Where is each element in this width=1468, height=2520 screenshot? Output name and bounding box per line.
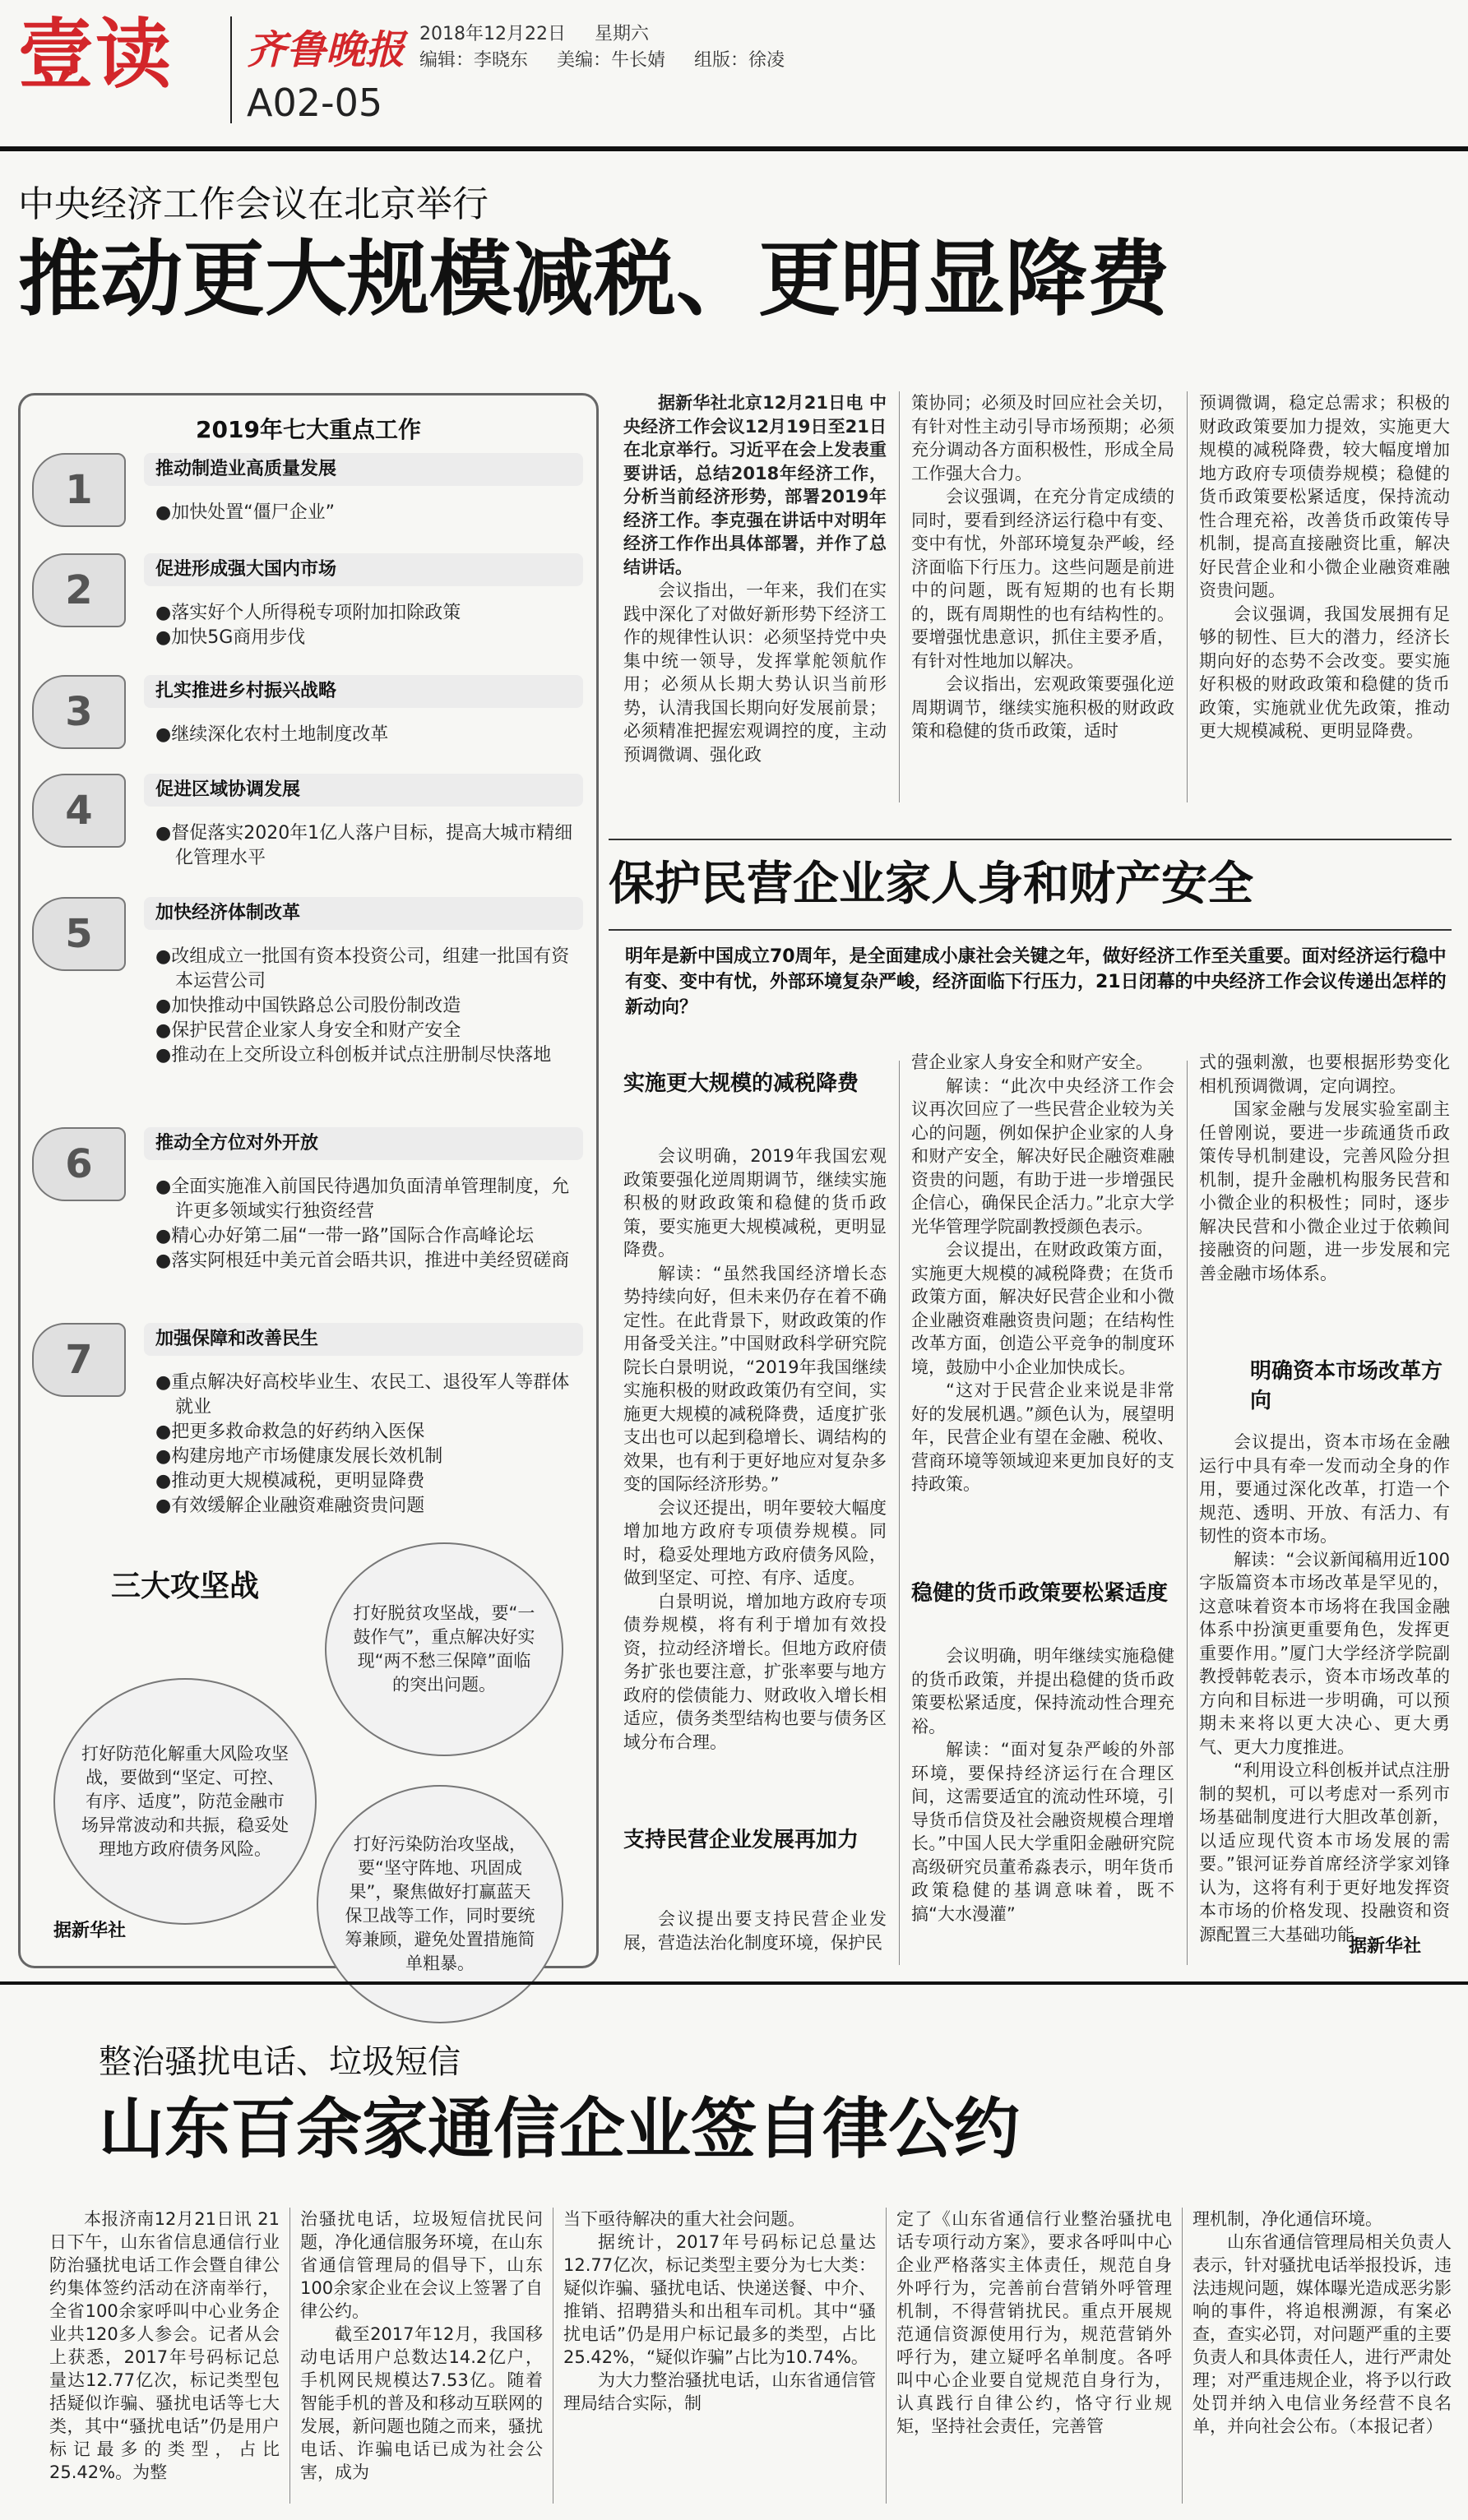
article-paragraph: 治骚扰电话，垃圾短信扰民问题，净化通信服务环境，在山东省通信管理局的倡导下，山东100余家企业在会议上签署了自律公约。: [300, 2209, 543, 2321]
task-number: 3: [32, 675, 126, 749]
story3-col4: [896, 2208, 1172, 2438]
task-bullet: ●加快推动中国铁路总公司股份制改造: [155, 996, 461, 1016]
article-paragraph: 会议提出，资本市场在金融运行中具有牵一发而动全身的作用，要通过深化改革，打造一个规范、透明、开放、有活力、有韧性的资本市场。: [1199, 1432, 1450, 1546]
article-paragraph: 预调微调，稳定总需求；积极的财政政策要加力提效，实施更大规模的减税降费，较大幅度增加地方政府专项债券规模；稳健的货币政策要松紧适度，保持流动性合理充裕，改善货币政策传导机制，提高直接融资比重，解决好民营企业和小微企业融资难融资贵问题。: [1199, 393, 1450, 600]
task-bullet: ●落实阿根廷中美元首会晤共识，推进中美经贸磋商: [155, 1251, 570, 1271]
task-bullet: ●落实好个人所得税专项附加扣除政策: [155, 603, 461, 623]
article-paragraph: 解读：“会议新闻稿用近100字版篇资本市场改革是罕见的，这意味着资本市场将在我国金融体系中扮演更重要角色，发挥更重要作用。”厦门大学经济学院副教授韩乾表示，资本市场改革的方向和目标进一步明确，可以预期未来将以更大决心、更大勇气、更大力度推进。: [1199, 1549, 1450, 1757]
column-divider: [1187, 1061, 1188, 1965]
story1-headline: 推动更大规模减税、更明显降费: [18, 231, 1169, 327]
article-paragraph: 营企业家人身安全和财产安全。: [911, 1052, 1153, 1072]
issue-date: 2018年12月22日: [419, 24, 566, 44]
section2-col1: [623, 1144, 887, 1754]
article-paragraph: 山东省通信管理局相关负责人表示，针对骚扰电话举报投诉，违法违规问题，媒体曝光造成恶劣影响的事件，将追根溯源，有案必查，查实必罚，对问题严重的主要负责人和具体责任人，进行严肃处理；对严重违规企业，将予以行政处罚并纳入电信业务经营不良名单，并向社会公布。（本报记者）: [1192, 2232, 1452, 2436]
column-divider: [1187, 391, 1188, 802]
three-battles-title: 三大攻坚战: [111, 1570, 260, 1603]
article-paragraph: 国家金融与发展实验室副主任曾刚说，要进一步疏通货币政策传导机制建设，完善风险分担机制，提升金融机构服务民营和小微企业的积极性；同时，逐步解决民营和小微企业过于依赖间接融资的问题，进一步发展和完善金融市场体系。: [1199, 1099, 1450, 1283]
task-number: 5: [32, 897, 126, 971]
article-paragraph: 会议强调，在充分肯定成绩的同时，要看到经济运行稳中有变、变中有忧，外部环境复杂严峻，经济面临下行压力。这些问题是前进中的问题，既有短期的也有长期的，既有周期性的也有结构性的。要增强忧患意识，抓住主要矛盾，有针对性地加以解决。: [911, 487, 1174, 671]
task-bullet: ●加快5G商用步伐: [155, 627, 306, 648]
article-paragraph: 会议指出，宏观政策要强化逆周期调节，继续实施积极的财政政策和稳健的货币政策，适时: [911, 674, 1174, 741]
section2-col2b: [911, 1644, 1174, 1926]
masthead: [0, 0, 1468, 144]
subheading-private: 支持民营企业发展再加力: [623, 1828, 859, 1852]
section2-col1b: [623, 1907, 887, 1954]
section2-col2: [911, 1051, 1174, 1496]
article-paragraph: 解读：“此次中央经济工作会议再次回应了一些民营企业较为关心的问题，例如保护企业家的人身和财产安全，解决好民企融资难融资贵的问题，有助于进一步增强民企信心，确保民企活力。”北京大学光华管理学院副教授颜色表示。: [911, 1075, 1174, 1237]
box-credit: 据新华社: [53, 1921, 127, 1941]
task-number: 1: [32, 453, 126, 527]
subheading-tax: 实施更大规模的减税降费: [623, 1071, 859, 1096]
task-bullet: ●督促落实2020年1亿人落户目标，提高大城市精细化管理水平: [155, 823, 573, 868]
story3-col5: [1192, 2208, 1452, 2438]
article-paragraph: 定了《山东省通信行业整治骚扰电话专项行动方案》，要求各呼叫中心企业严格落实主体责任，规范自身外呼行为，完善前台营销外呼管理机制，不得营销扰民。重点开展规范通信资源使用行为，规范营销外呼行为，建立疑呼名单制度。各呼叫中心企业要自觉规范自身行为，认真践行自律公约，恪守行业规矩，坚持社会责任，完善管: [896, 2209, 1172, 2436]
masthead-divider: [230, 16, 232, 123]
article-paragraph: 解读：“面对复杂严峻的外部环境，要保持经济运行在合理区间，这需要适宜的流动性环境，引导货币信贷及社会融资规模合理增长。”中国人民大学重阳金融研究院高级研究员董希淼表示，明年货币政策稳健的基调意味着，既不搞“大水漫灌”: [911, 1740, 1174, 1924]
task-number: 7: [32, 1323, 126, 1397]
task-bullet: ●构建房地产市场健康发展长效机制: [155, 1446, 443, 1467]
task-number: 2: [32, 553, 126, 627]
article-paragraph: 当下亟待解决的重大社会问题。: [563, 2209, 805, 2229]
story3-headline: 山东百余家通信企业签自律公约: [99, 2091, 1020, 2167]
article-paragraph: 解读：“虽然我国经济增长态势持续向好，但未来仍存在着不确定性。在此背景下，财政政策的作用备受关注。”中国财政科学研究院院长白景明说，“2019年我国继续实施积极的财政政策仍有空间，实施更大规模的减税降费，适度扩张支出也可以起到稳增长、调结构的效果，也有利于更好地应对复杂多变的国际经济形势。”: [623, 1263, 887, 1494]
section2-headline: 保护民营企业家人身和财产安全: [609, 858, 1253, 911]
column-divider: [899, 391, 900, 802]
task-heading: 促进区域协调发展: [144, 774, 583, 807]
article-paragraph: 会议强调，我国发展拥有足够的韧性、巨大的潜力，经济长期向好的态势不会改变。要实施好积极的财政政策和稳健的货币政策，实施就业优先政策，推动更大规模减税、更明显降费。: [1199, 603, 1450, 741]
column-divider: [899, 1061, 900, 1965]
task-heading: 推动全方位对外开放: [144, 1127, 583, 1160]
task-heading: 加强保障和改善民生: [144, 1323, 583, 1356]
task-heading: 加快经济体制改革: [144, 897, 583, 930]
article-paragraph: 据统计，2017年号码标记总量达12.77亿次，标记类型主要分为七大类：疑似诈骗、骚扰电话、快递送餐、中介、推销、招聘猎头和出租车司机。其中“骚扰电话”仍是用户标记最多的类型，占比25.42%，“疑似诈骗”占比为10.74%。: [563, 2232, 876, 2367]
masthead-meta: [419, 21, 808, 74]
story3-col2: [300, 2208, 543, 2484]
task-bullet: ●加快处置“僵尸企业”: [155, 502, 335, 523]
story1-kicker: 中央经济工作会议在北京举行: [18, 183, 489, 225]
article-paragraph: 会议明确，2019年我国宏观政策要强化逆周期调节，继续实施积极的财政政策和稳健的货币政策，要实施更大规模减税，更明显降费。: [623, 1146, 887, 1260]
article-paragraph: 白景明说，增加地方政府专项债券规模，将有利于增加有效投资，拉动经济增长。但地方政府债务扩张也要注意，扩张率要与地方政府的偿债能力、财政收入增长相适应，债务类型结构也要与债务区域分布合理。: [623, 1591, 887, 1752]
section2-col3: [1199, 1051, 1450, 1285]
task-heading: 推动制造业高质量发展: [144, 453, 583, 486]
article1-col2: [911, 391, 1174, 743]
task-bullet: ●精心办好第二届“一带一路”国际合作高峰论坛: [155, 1226, 534, 1246]
section-brand: 壹读: [18, 11, 174, 99]
task-heading: 扎实推进乡村振兴战略: [144, 675, 583, 708]
article-paragraph: 理机制，净化通信环境。: [1192, 2209, 1382, 2229]
task-number: 4: [32, 774, 126, 848]
article-paragraph: 策协同；必须及时回应社会关切，有针对性主动引导市场预期；必须充分调动各方面积极性，形成全局工作强大合力。: [911, 393, 1174, 483]
column-divider: [289, 2208, 290, 2504]
masthead-rule: [0, 146, 1468, 151]
task-bullet: ●保护民营企业家人身安全和财产安全: [155, 1020, 461, 1041]
section-rule: [609, 929, 1452, 931]
task-number: 6: [32, 1127, 126, 1201]
designer-credit: 美编：牛长婧: [557, 50, 666, 71]
article1-col3: [1199, 391, 1450, 743]
proof-credit: 组版：徐凌: [694, 50, 785, 71]
task-bullet: ●推动更大规模减税，更明显降费: [155, 1471, 425, 1491]
key-tasks-box: [18, 393, 599, 1973]
subheading-monetary: 稳健的货币政策要松紧适度: [911, 1581, 1169, 1606]
article-paragraph: 会议指出，一年来，我们在实践中深化了对做好新形势下经济工作的规律性认识：必须坚持党中央集中统一领导，发挥掌舵领航作用；必须从长期大势认识当前形势，认清我国长期向好发展前景；必须精准把握宏观调控的度，主动预调微调、强化政: [623, 580, 887, 765]
task-bullet: ●重点解决好高校毕业生、农民工、退役军人等群体就业: [155, 1372, 570, 1417]
story3-col1: [49, 2208, 280, 2484]
article-paragraph: 会议提出要支持民营企业发展，营造法治化制度环境，保护民: [623, 1909, 887, 1953]
article-paragraph: 为大力整治骚扰电话，山东省通信管理局结合实际，制: [563, 2370, 876, 2413]
article-paragraph: 会议明确，明年继续实施稳健的货币政策，并提出稳健的货币政策要松紧适度，保持流动性合理充裕。: [911, 1646, 1174, 1736]
task-bullet: ●把更多救命救急的好药纳入医保: [155, 1422, 425, 1442]
column-divider: [886, 2208, 887, 2504]
task-bullet: ●继续深化农村土地制度改革: [155, 724, 389, 745]
key-tasks-title: 2019年七大重点工作: [196, 416, 421, 443]
newspaper-logo: 齐鲁晚报: [247, 27, 405, 73]
task-bullet: ●推动在上交所设立科创板并试点注册制尽快落地: [155, 1045, 552, 1066]
story3-kicker: 整治骚扰电话、垃圾短信: [99, 2043, 461, 2081]
article-paragraph: 截至2017年12月，我国移动电话用户总数达14.2亿户，手机网民规模达7.53亿。随着智能手机的普及和移动互联网的发展，新问题也随之而来，骚扰电话、诈骗电话已成为社会公害，成为: [300, 2324, 543, 2482]
article1-col1: [623, 391, 887, 766]
task-bullet: ●有效缓解企业融资难融资贵问题: [155, 1496, 425, 1516]
bubble-pollution: 打好污染防治攻坚战，要“坚守阵地、巩固成果”，聚焦做好打赢蓝天保卫战等工作，同时要统筹兼顾，避免处置措施简单粗暴。: [317, 1785, 563, 2023]
article-paragraph: 本报济南12月21日讯 21日下午，山东省信息通信行业防治骚扰电话工作会暨自律公约集体签约活动在济南举行，全省100余家呼叫中心业务企业共120多人参会。记者从会上获悉，2017年号码标记总量达12.77亿次，标记类型包括疑似诈骗、骚扰电话等七大类，其中“骚扰电话”仍是用户标记最多的类型，占比25.42%。为整: [49, 2209, 280, 2482]
page-number: A02-05: [247, 81, 383, 125]
section-rule: [0, 1981, 1468, 1985]
task-bullet: ●改组成立一批国有资本投资公司，组建一批国有资本运营公司: [155, 946, 570, 992]
task-bullet: ●全面实施准入前国民待遇加负面清单管理制度，允许更多领域实行独资经营: [155, 1177, 570, 1222]
section2-col3b: [1199, 1431, 1450, 1946]
section-rule: [609, 839, 1452, 840]
article-paragraph: 会议提出，在财政政策方面，实施更大规模的减税降费；在货币政策方面，解决好民营企业和小微企业融资难融资贵问题；在结构性改革方面，创造公平竞争的制度环境，鼓励中小企业加快成长。: [911, 1240, 1174, 1377]
editor-credit: 编辑：李晓东: [419, 50, 529, 71]
subheading-capital: 明确资本市场改革方向: [1250, 1359, 1443, 1413]
section2-credit: 据新华社: [1349, 1936, 1422, 1957]
article-paragraph: 据新华社北京12月21日电 中央经济工作会议12月19日至21日在北京举行。习近平在会上发表重要讲话，总结2018年经济工作，分析当前经济形势，部署2019年经济工作。李克强在讲话中对明年经济工作作出具体部署，并作了总结讲话。: [623, 393, 887, 577]
section2-lead: 明年是新中国成立70周年，是全面建成小康社会关键之年，做好经济工作至关重要。面对经济运行稳中有变、变中有忧，外部环境复杂严峻，经济面临下行压力，21日闭幕的中央经济工作会议传递出怎样的新动向？: [625, 946, 1447, 1018]
article-paragraph: 会议还提出，明年要较大幅度增加地方政府专项债券规模。同时，稳妥处理地方政府债务风险，做到坚定、可控、有序、适度。: [623, 1497, 887, 1588]
article-paragraph: 式的强刺激，也要根据形势变化相机预调微调，定向调控。: [1199, 1052, 1450, 1096]
story3-col3: [563, 2208, 876, 2415]
issue-weekday: 星期六: [594, 24, 649, 44]
column-divider: [1182, 2208, 1183, 2504]
task-heading: 促进形成强大国内市场: [144, 553, 583, 586]
article-paragraph: “利用设立科创板并试点注册制的契机，可以考虑对一系列市场基础制度进行大胆改革创新，以适应现代资本市场发展的需要。”银河证券首席经济学家刘锋认为，这将有利于更好地发挥资本市场的价格发现、投融资和资源配置三大基础功能。: [1199, 1760, 1450, 1944]
article-paragraph: “这对于民营企业来说是非常好的发展机遇。”颜色认为，展望明年，民营企业有望在金融、税收、营商环境等领域迎来更加良好的支持政策。: [911, 1380, 1174, 1494]
bubble-risk: 打好防范化解重大风险攻坚战，要做到“坚定、可控、有序、适度”，防范金融市场异常波动和共振，稳妥处理地方政府债务风险。: [53, 1678, 317, 1925]
bubble-poverty: 打好脱贫攻坚战，要“一鼓作气”，重点解决好实现“两不愁三保障”面临的突出问题。: [325, 1542, 563, 1756]
